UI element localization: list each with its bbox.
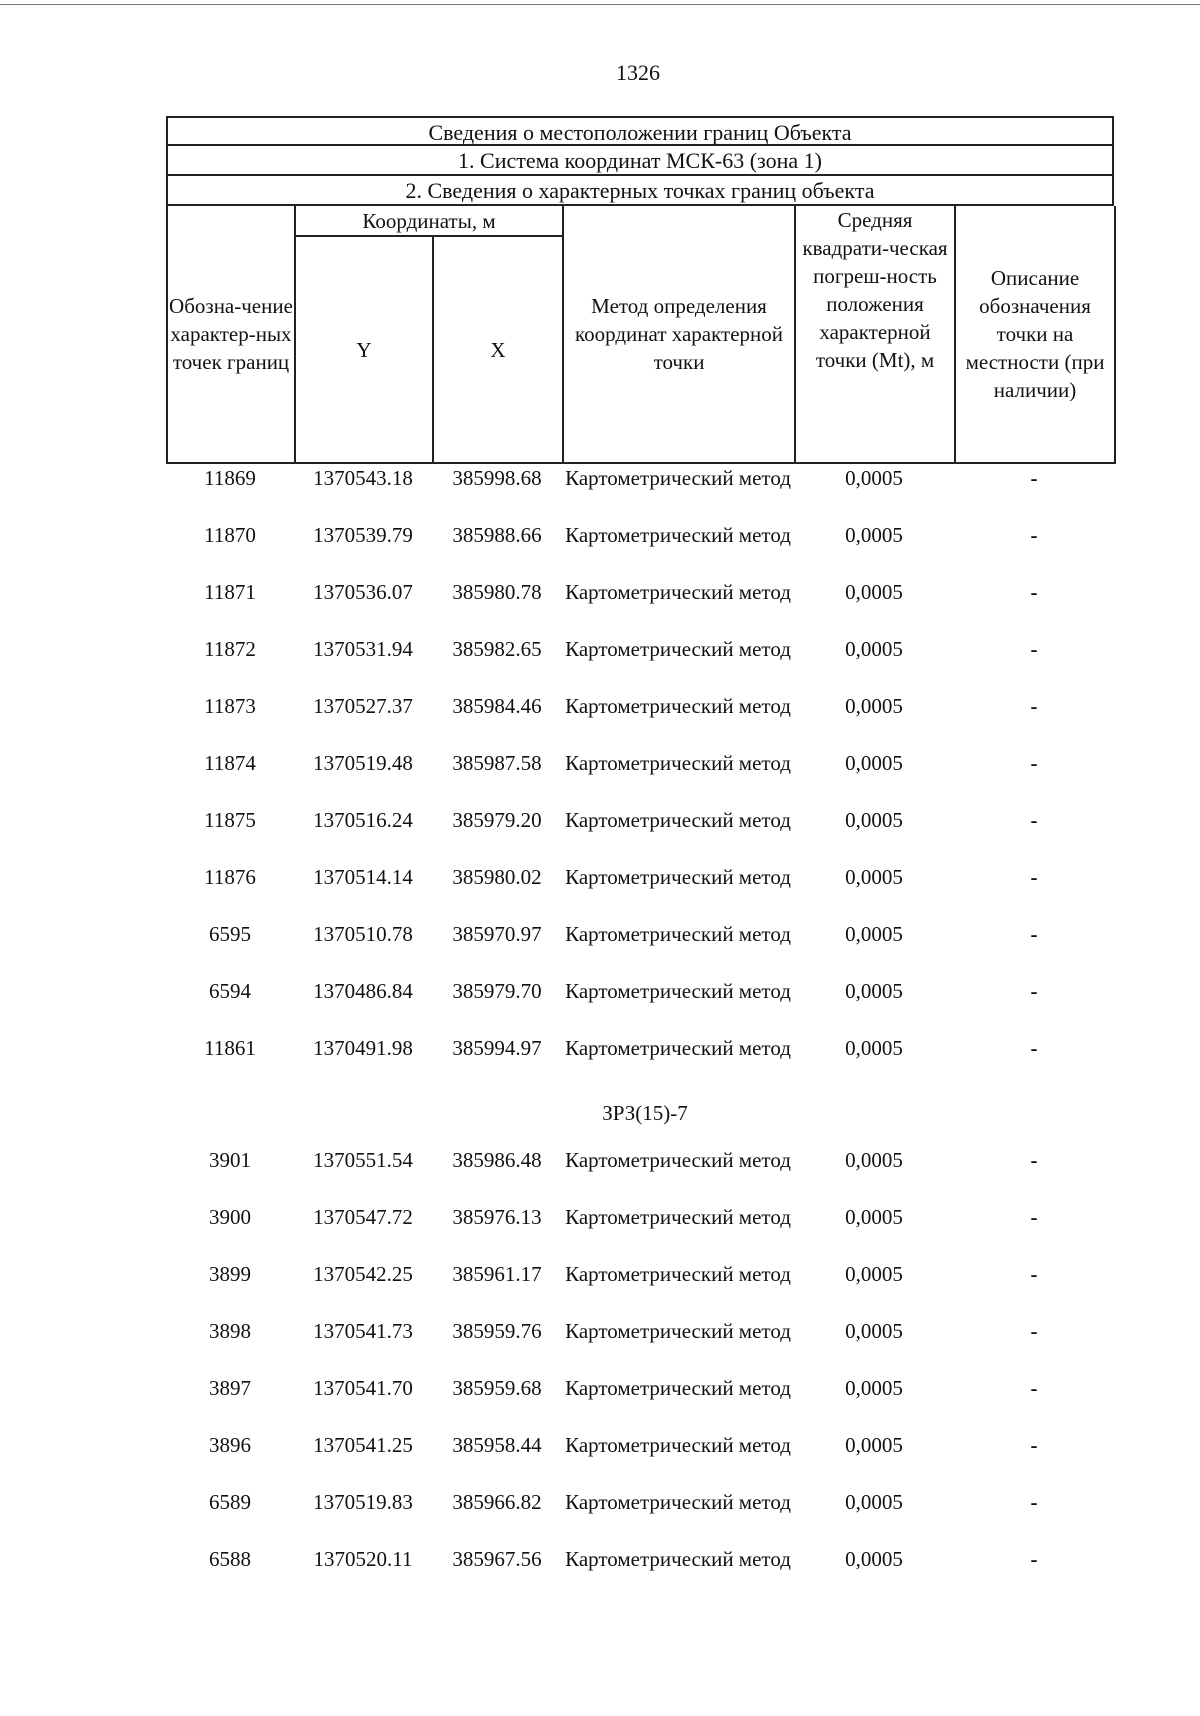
method: Картометрический метод (565, 1319, 791, 1343)
error-value: 0,0005 (845, 637, 903, 661)
coord-x: 385994.97 (452, 1036, 542, 1060)
point-id: 6588 (209, 1547, 251, 1571)
col-desc-label: Описание обозначения точки на местности (при наличии) (955, 206, 1115, 463)
coord-x: 385959.68 (452, 1376, 542, 1400)
coord-y: 1370519.83 (313, 1490, 413, 1514)
point-id: 11874 (204, 751, 256, 775)
coordinates-table (166, 116, 1114, 1602)
method: Картометрический метод (565, 466, 791, 490)
coord-y: 1370547.72 (313, 1205, 413, 1229)
coord-y: 1370491.98 (313, 1036, 413, 1060)
method: Картометрический метод (565, 1433, 791, 1457)
coord-x: 385998.68 (452, 466, 542, 490)
error-value: 0,0005 (845, 580, 903, 604)
method: Картометрический метод (565, 922, 791, 946)
point-id: 11875 (204, 808, 256, 832)
coord-y: 1370520.11 (313, 1547, 413, 1571)
coord-y: 1370536.07 (313, 580, 413, 604)
error-value: 0,0005 (845, 808, 903, 832)
table-row (166, 749, 1114, 806)
section-heading: 2. Сведения о характерных точках границ объекта (166, 176, 1114, 206)
description: - (1030, 1376, 1038, 1400)
coord-y: 1370516.24 (313, 808, 413, 832)
error-value: 0,0005 (845, 1036, 903, 1060)
coord-y: 1370486.84 (313, 979, 413, 1003)
point-id: 11873 (204, 694, 256, 718)
col-method-label: Метод определения координат характерной точки (563, 206, 795, 463)
error-value: 0,0005 (845, 694, 903, 718)
description: - (1030, 1547, 1038, 1571)
method: Картометрический метод (565, 979, 791, 1003)
group-label: ЗРЗ(15)-7 (602, 1101, 688, 1125)
description: - (1030, 1433, 1038, 1457)
error-value: 0,0005 (845, 922, 903, 946)
point-id: 3899 (209, 1262, 251, 1286)
coord-y: 1370539.79 (313, 523, 413, 547)
coord-x: 385976.13 (452, 1205, 542, 1229)
coord-x: 385961.17 (452, 1262, 542, 1286)
point-id: 3901 (209, 1148, 251, 1172)
method: Картометрический метод (565, 751, 791, 775)
coord-x: 385982.65 (452, 637, 542, 661)
description: - (1030, 694, 1038, 718)
description: - (1030, 580, 1038, 604)
table-row (166, 863, 1114, 920)
point-id: 3900 (209, 1205, 251, 1229)
table-row (166, 977, 1114, 1034)
table-row (166, 1034, 1114, 1091)
coord-x: 385967.56 (452, 1547, 542, 1571)
col-point-label: Обозна-чение характер-ных точек границ (167, 206, 295, 463)
table-row (166, 635, 1114, 692)
method: Картометрический метод (565, 1547, 791, 1571)
table-row (166, 1317, 1114, 1374)
table-row (166, 920, 1114, 977)
column-header (166, 206, 1116, 464)
error-value: 0,0005 (845, 1490, 903, 1514)
col-error-label: Средняя квадрати-ческая погреш-ность положения характерной точки (Mt), м (795, 206, 955, 463)
description: - (1030, 466, 1038, 490)
error-value: 0,0005 (845, 1262, 903, 1286)
coord-y: 1370514.14 (313, 865, 413, 889)
coord-y: 1370510.78 (313, 922, 413, 946)
method: Картометрический метод (565, 1148, 791, 1172)
point-id: 3897 (209, 1376, 251, 1400)
error-value: 0,0005 (845, 1433, 903, 1457)
point-id: 11876 (204, 865, 256, 889)
method: Картометрический метод (565, 694, 791, 718)
point-id: 11869 (204, 466, 256, 490)
description: - (1030, 808, 1038, 832)
table-row (166, 1260, 1114, 1317)
table-body (166, 464, 1114, 1602)
error-value: 0,0005 (845, 979, 903, 1003)
coord-y: 1370541.73 (313, 1319, 413, 1343)
coord-x: 385970.97 (452, 922, 542, 946)
error-value: 0,0005 (845, 1376, 903, 1400)
method: Картометрический метод (565, 808, 791, 832)
method: Картометрический метод (565, 523, 791, 547)
method: Картометрический метод (565, 865, 791, 889)
point-id: 6589 (209, 1490, 251, 1514)
coord-x: 385959.76 (452, 1319, 542, 1343)
table-row (166, 692, 1114, 749)
coord-x: 385980.02 (452, 865, 542, 889)
coord-y: 1370531.94 (313, 637, 413, 661)
coord-y: 1370543.18 (313, 466, 413, 490)
coord-x: 385958.44 (452, 1433, 542, 1457)
coord-y: 1370541.70 (313, 1376, 413, 1400)
table-row (166, 464, 1114, 521)
top-border-line (0, 4, 1200, 5)
col-x-label: X (433, 236, 563, 463)
point-id: 11870 (204, 523, 256, 547)
table-row (166, 1203, 1114, 1260)
description: - (1030, 637, 1038, 661)
error-value: 0,0005 (845, 865, 903, 889)
page-number: 1326 (616, 60, 660, 85)
description: - (1030, 1036, 1038, 1060)
point-id: 11872 (204, 637, 256, 661)
coord-x: 385984.46 (452, 694, 542, 718)
description: - (1030, 751, 1038, 775)
coord-y: 1370542.25 (313, 1262, 413, 1286)
description: - (1030, 922, 1038, 946)
table-row (166, 1488, 1114, 1545)
coord-x: 385988.66 (452, 523, 542, 547)
method: Картометрический метод (565, 1490, 791, 1514)
coord-x: 385966.82 (452, 1490, 542, 1514)
method: Картометрический метод (565, 637, 791, 661)
point-id: 3898 (209, 1319, 251, 1343)
description: - (1030, 1319, 1038, 1343)
table-row (166, 1374, 1114, 1431)
coord-x: 385987.58 (452, 751, 542, 775)
point-id: 11871 (204, 580, 256, 604)
description: - (1030, 1262, 1038, 1286)
method: Картометрический метод (565, 1262, 791, 1286)
description: - (1030, 523, 1038, 547)
table-row (166, 806, 1114, 863)
error-value: 0,0005 (845, 1319, 903, 1343)
col-y-label: Y (295, 236, 433, 463)
description: - (1030, 865, 1038, 889)
coord-y: 1370519.48 (313, 751, 413, 775)
table-row (166, 1545, 1114, 1602)
point-id: 6595 (209, 922, 251, 946)
method: Картометрический метод (565, 1205, 791, 1229)
method: Картометрический метод (565, 1376, 791, 1400)
method: Картометрический метод (565, 1036, 791, 1060)
method: Картометрический метод (565, 580, 791, 604)
table-row (166, 578, 1114, 635)
error-value: 0,0005 (845, 1148, 903, 1172)
rows-group-a (166, 464, 1114, 1091)
description: - (1030, 1490, 1038, 1514)
coord-x: 385979.20 (452, 808, 542, 832)
table-row (166, 521, 1114, 578)
coord-x: 385980.78 (452, 580, 542, 604)
coord-y: 1370541.25 (313, 1433, 413, 1457)
description: - (1030, 979, 1038, 1003)
point-id: 3896 (209, 1433, 251, 1457)
error-value: 0,0005 (845, 466, 903, 490)
point-id: 11861 (204, 1036, 256, 1060)
coord-x: 385979.70 (452, 979, 542, 1003)
table-row (166, 1431, 1114, 1488)
description: - (1030, 1148, 1038, 1172)
table-title: Сведения о местоположении границ Объекта (166, 116, 1114, 146)
error-value: 0,0005 (845, 523, 903, 547)
coord-y: 1370551.54 (313, 1148, 413, 1172)
coordinate-system-heading: 1. Система координат МСК-63 (зона 1) (166, 146, 1114, 176)
description: - (1030, 1205, 1038, 1229)
col-coords-label: Координаты, м (295, 206, 563, 236)
error-value: 0,0005 (845, 1205, 903, 1229)
error-value: 0,0005 (845, 1547, 903, 1571)
coord-x: 385986.48 (452, 1148, 542, 1172)
rows-group-b (166, 1146, 1114, 1602)
coord-y: 1370527.37 (313, 694, 413, 718)
error-value: 0,0005 (845, 751, 903, 775)
table-row (166, 1146, 1114, 1203)
point-id: 6594 (209, 979, 251, 1003)
